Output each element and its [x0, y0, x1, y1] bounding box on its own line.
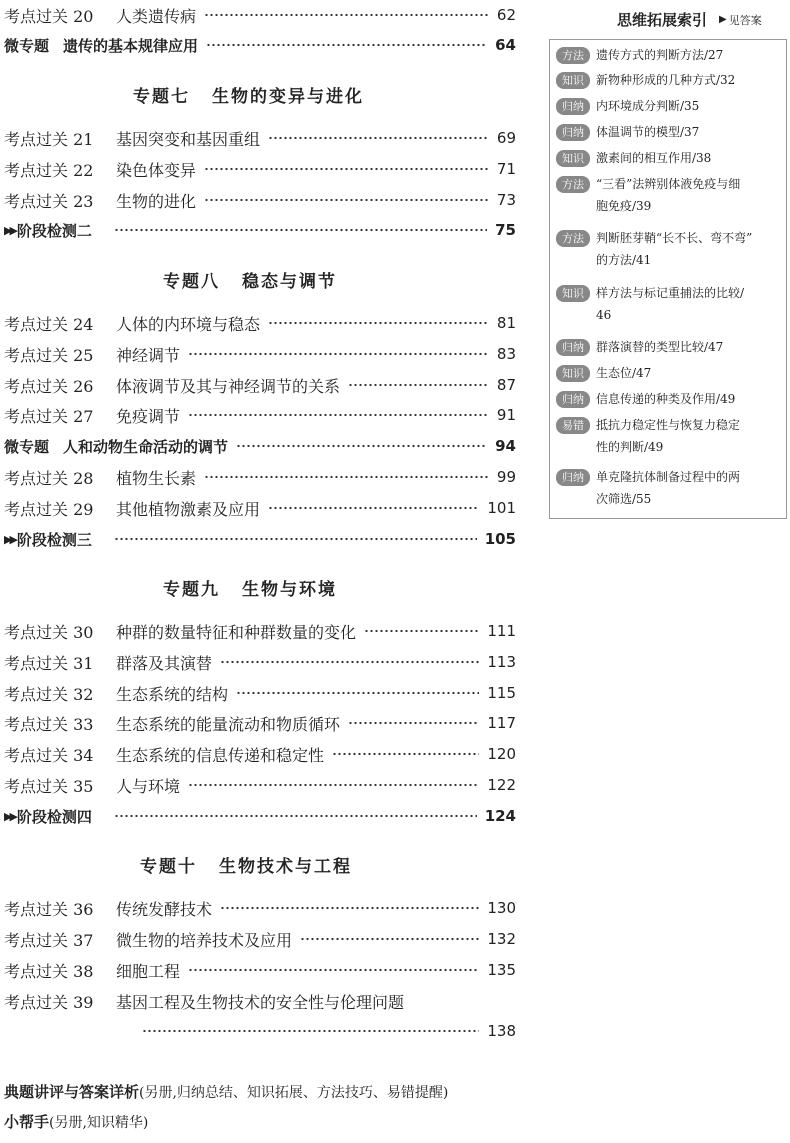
dot-leader: [204, 13, 489, 17]
page-number: 87: [496, 376, 516, 394]
toc-row[interactable]: [4, 125, 516, 151]
index-item[interactable]: [556, 69, 784, 91]
toc-prefix: 阶段检测四: [16, 807, 92, 826]
dot-leader: [188, 352, 489, 356]
index-item[interactable]: [556, 44, 784, 66]
section-number: 专题八: [163, 272, 220, 292]
index-item[interactable]: [556, 362, 784, 384]
toc-title: 植物生长素: [116, 468, 197, 488]
toc-prefix: 考点过关 22: [4, 160, 94, 180]
toc-row[interactable]: [4, 156, 516, 182]
toc-prefix: 考点过关 29: [4, 499, 94, 519]
double-arrow-icon: ▶▶: [4, 532, 15, 546]
page-number: 122: [487, 776, 516, 794]
toc-prefix: 考点过关 33: [4, 714, 94, 734]
toc-row[interactable]: [4, 433, 516, 459]
index-item[interactable]: [556, 414, 784, 458]
footer-title: 典题讲评与答案详析: [4, 1083, 140, 1101]
toc-title: 群落及其演替: [116, 653, 213, 673]
toc-title: 细胞工程: [116, 961, 181, 981]
page-number: 138: [487, 1022, 516, 1040]
index-item[interactable]: [556, 466, 784, 510]
toc-row[interactable]: [4, 32, 516, 58]
page-number: 62: [496, 6, 516, 24]
dot-leader: [220, 660, 479, 664]
category-tag: 知识: [556, 72, 590, 89]
section-number: 专题七: [133, 87, 190, 107]
index-item[interactable]: [556, 173, 784, 217]
index-text: 生态位/47: [596, 366, 652, 380]
dot-leader: [142, 1029, 479, 1033]
toc-title: 基因工程及生物技术的安全性与伦理问题: [116, 992, 405, 1012]
dot-leader: [114, 228, 487, 232]
section-heading: [163, 575, 337, 600]
section-title: 生物的变异与进化: [212, 87, 364, 107]
page-number: 117: [487, 714, 516, 732]
page-number: 99: [496, 468, 516, 486]
dot-leader: [236, 444, 487, 448]
index-item[interactable]: [556, 227, 784, 271]
dot-leader: [114, 537, 477, 541]
category-tag: 知识: [556, 150, 590, 167]
page-number: 124: [484, 807, 516, 825]
toc-prefix: 考点过关 20: [4, 6, 94, 26]
dot-leader: [300, 937, 479, 941]
toc-row[interactable]: [4, 1018, 516, 1044]
page-number: 115: [487, 684, 516, 702]
toc-title: 遗传的基本规律应用: [63, 36, 199, 55]
dot-leader: [364, 629, 479, 633]
toc-row[interactable]: [4, 341, 516, 367]
footer-note: (另册,归纳总结、知识拓展、方法技巧、易错提醒): [139, 1085, 449, 1101]
section-number: 专题十: [140, 857, 197, 877]
toc-prefix: 考点过关 36: [4, 899, 94, 919]
toc-prefix: 考点过关 28: [4, 468, 94, 488]
toc-row[interactable]: [4, 957, 516, 983]
toc-title: 生态系统的结构: [116, 684, 229, 704]
toc-row[interactable]: [4, 926, 516, 952]
index-text: 46: [596, 308, 612, 322]
toc-title: 神经调节: [116, 345, 181, 365]
toc-prefix: 考点过关 32: [4, 684, 94, 704]
sidebar-title: 思维拓展索引: [617, 11, 708, 29]
dot-leader: [332, 752, 479, 756]
index-text: 体温调节的模型/37: [596, 125, 700, 139]
toc-title: 生态系统的能量流动和物质循环: [116, 714, 341, 734]
section-title: 稳态与调节: [242, 272, 337, 292]
dot-leader: [268, 321, 489, 325]
toc-row[interactable]: [4, 618, 516, 644]
section-title: 生物技术与工程: [219, 857, 352, 877]
index-text: 激素间的相互作用/38: [596, 151, 712, 165]
toc-row[interactable]: [4, 741, 516, 767]
page-number: 120: [487, 745, 516, 763]
category-tag: 归纳: [556, 339, 590, 356]
toc-prefix: 考点过关 34: [4, 745, 94, 765]
index-text: 样方法与标记重捕法的比较/: [596, 286, 745, 300]
toc-prefix: 考点过关 23: [4, 191, 94, 211]
index-text: 的方法/41: [596, 253, 652, 267]
category-tag: 方法: [556, 230, 590, 247]
footer-title: 小帮手: [4, 1113, 50, 1131]
index-item[interactable]: [556, 121, 784, 143]
toc-row[interactable]: [4, 649, 516, 675]
toc-prefix: 考点过关 37: [4, 930, 94, 950]
toc-prefix: 考点过关 30: [4, 622, 94, 642]
dot-leader: [204, 475, 489, 479]
category-tag: 知识: [556, 365, 590, 382]
page-number: 113: [487, 653, 516, 671]
index-text: 判断胚芽鞘“长不长、弯不弯”: [596, 231, 753, 245]
toc-title: 种群的数量特征和种群数量的变化: [116, 622, 357, 642]
index-text: 遗传方式的判断方法/27: [596, 48, 724, 62]
dot-leader: [268, 136, 489, 140]
index-text: 内环境成分判断/35: [596, 99, 700, 113]
toc-prefix: 考点过关 38: [4, 961, 94, 981]
page-number: 111: [487, 622, 516, 640]
toc-title: 其他植物激素及应用: [116, 499, 261, 519]
category-tag: 方法: [556, 176, 590, 193]
toc-row[interactable]: [4, 526, 516, 552]
page-number: 81: [496, 314, 516, 332]
toc-row[interactable]: [4, 464, 516, 490]
index-text: 信息传递的种类及作用/49: [596, 392, 736, 406]
toc-prefix: 考点过关 24: [4, 314, 94, 334]
page-number: 94: [495, 437, 516, 455]
toc-title: 传统发酵技术: [116, 899, 213, 919]
toc-prefix: 考点过关 35: [4, 776, 94, 796]
index-text: 单克隆抗体制备过程中的两: [596, 470, 741, 484]
toc-title: 人与环境: [116, 776, 181, 796]
category-tag: 归纳: [556, 469, 590, 486]
dot-leader: [188, 413, 489, 417]
dot-leader: [204, 198, 489, 202]
index-text: 抵抗力稳定性与恢复力稳定: [596, 418, 741, 432]
section-title: 生物与环境: [242, 580, 337, 600]
toc-row[interactable]: [4, 680, 516, 706]
toc-title: 体液调节及其与神经调节的关系: [116, 376, 341, 396]
toc-title: 生物的进化: [116, 191, 197, 211]
toc-title: 生态系统的信息传递和稳定性: [116, 745, 325, 765]
page-number: 132: [487, 930, 516, 948]
index-text: 群落演替的类型比较/47: [596, 340, 724, 354]
toc-row[interactable]: [4, 495, 516, 521]
toc-row[interactable]: [4, 187, 516, 213]
section-number: 专题九: [163, 580, 220, 600]
sidebar-header: [617, 9, 762, 30]
toc-title: 人和动物生命活动的调节: [63, 437, 229, 456]
dot-leader: [188, 968, 479, 972]
index-text: 新物种形成的几种方式/32: [596, 73, 736, 87]
toc-prefix: 考点过关 21: [4, 129, 94, 149]
dot-leader: [348, 721, 479, 725]
dot-leader: [188, 783, 479, 787]
page-number: 71: [496, 160, 516, 178]
page-number: 105: [484, 530, 516, 548]
index-text: 胞免疫/39: [596, 199, 652, 213]
toc-prefix: 阶段检测三: [16, 530, 92, 549]
category-tag: 易错: [556, 417, 590, 434]
category-tag: 知识: [556, 285, 590, 302]
page-number: 101: [487, 499, 516, 517]
toc-title: 基因突变和基因重组: [116, 129, 261, 149]
toc-row[interactable]: [4, 217, 516, 243]
dot-leader: [204, 167, 489, 171]
toc-prefix: 阶段检测二: [16, 221, 92, 240]
toc-title: 微生物的培养技术及应用: [116, 930, 293, 950]
section-heading: [140, 852, 352, 877]
index-item[interactable]: [556, 282, 784, 326]
page-number: 73: [496, 191, 516, 209]
footer-line: [4, 1111, 148, 1132]
toc-row[interactable]: [4, 710, 516, 736]
toc-row[interactable]: [4, 372, 516, 398]
index-item[interactable]: [556, 388, 784, 410]
double-arrow-icon: ▶▶: [4, 809, 15, 823]
toc-row[interactable]: [4, 402, 516, 428]
toc-prefix: 考点过关 25: [4, 345, 94, 365]
dot-leader: [206, 43, 487, 47]
toc-prefix: 考点过关 31: [4, 653, 94, 673]
toc-row[interactable]: [4, 772, 516, 798]
toc-row[interactable]: [4, 988, 516, 1014]
category-tag: 方法: [556, 47, 590, 64]
index-item[interactable]: [556, 95, 784, 117]
page-number: 69: [496, 129, 516, 147]
dot-leader: [268, 506, 479, 510]
dot-leader: [348, 383, 489, 387]
triangle-right-icon: ▶: [719, 14, 727, 25]
toc-title: 染色体变异: [116, 160, 197, 180]
page-number: 83: [496, 345, 516, 363]
toc-prefix: 微专题: [4, 437, 50, 456]
page-number: 75: [495, 221, 516, 239]
footer-note: (另册,知识精华): [49, 1115, 149, 1131]
toc-row[interactable]: [4, 310, 516, 336]
toc-row[interactable]: [4, 2, 516, 28]
index-text: “三看”法辨别体液免疫与细: [596, 177, 741, 191]
dot-leader: [236, 691, 479, 695]
index-item[interactable]: [556, 147, 784, 169]
toc-row[interactable]: [4, 803, 516, 829]
index-text: 性的判断/49: [596, 440, 664, 454]
toc-prefix: 微专题: [4, 36, 50, 55]
page-number: 91: [496, 406, 516, 424]
section-heading: [163, 267, 337, 292]
footer-line: [4, 1081, 448, 1102]
dot-leader: [114, 814, 477, 818]
toc-prefix: 考点过关 26: [4, 376, 94, 396]
category-tag: 归纳: [556, 391, 590, 408]
double-arrow-icon: ▶▶: [4, 223, 15, 237]
page-number: 135: [487, 961, 516, 979]
sidebar-note: 见答案: [728, 13, 762, 27]
sidebar-index-box: [549, 39, 787, 519]
page-number: 130: [487, 899, 516, 917]
page-number: 64: [495, 36, 516, 54]
toc-row[interactable]: [4, 895, 516, 921]
toc-title: 人体的内环境与稳态: [116, 314, 261, 334]
index-text: 次筛选/55: [596, 492, 652, 506]
toc-prefix: 考点过关 39: [4, 992, 94, 1012]
category-tag: 归纳: [556, 98, 590, 115]
toc-title: 免疫调节: [116, 406, 181, 426]
section-heading: [133, 82, 364, 107]
toc-title: 人类遗传病: [116, 6, 197, 26]
category-tag: 归纳: [556, 124, 590, 141]
toc-prefix: 考点过关 27: [4, 406, 94, 426]
dot-leader: [220, 906, 479, 910]
index-item[interactable]: [556, 336, 784, 358]
